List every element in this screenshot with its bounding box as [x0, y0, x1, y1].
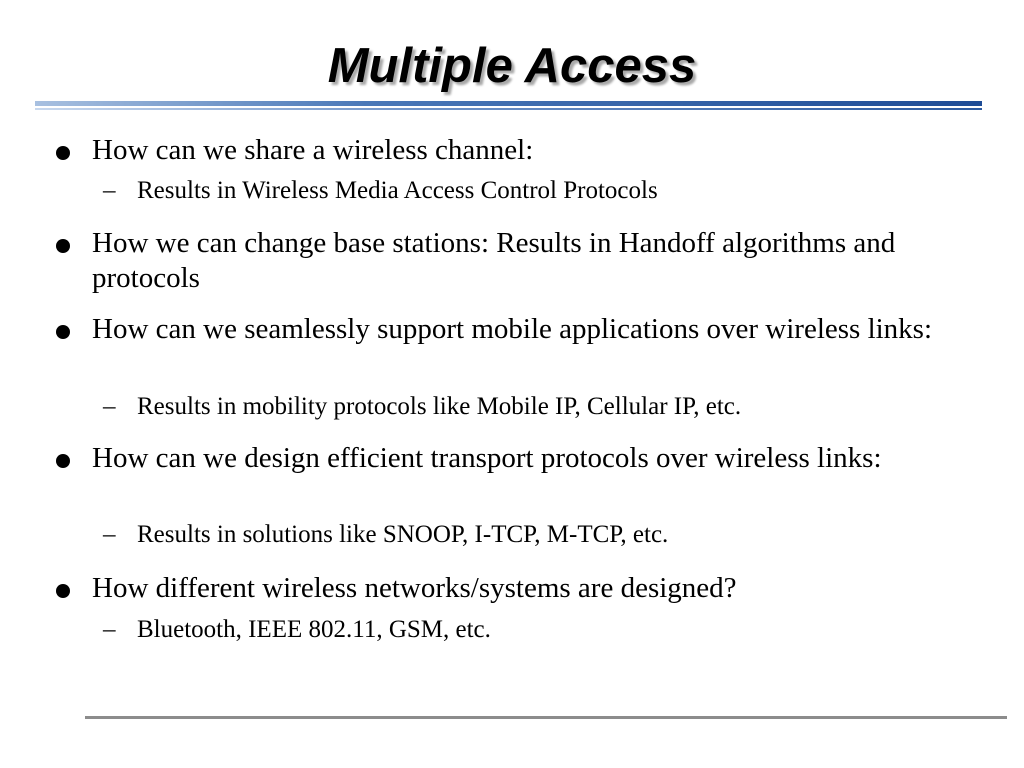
bullet-dot-icon [56, 454, 70, 468]
sub-bullet-dash: – [103, 393, 116, 420]
bullet-dot-icon [56, 584, 70, 598]
sub-bullet-text: Bluetooth, IEEE 802.11, GSM, etc. [137, 616, 491, 643]
bullet-text: How can we share a wireless channel: [92, 134, 534, 166]
bullet-dot-icon [56, 325, 70, 339]
footer-rule [85, 716, 1007, 719]
sub-bullet-text: Results in solutions like SNOOP, I-TCP, M-TCP, etc. [137, 521, 669, 548]
sub-bullet-text: Results in Wireless Media Access Control Protocols [137, 177, 658, 204]
slide-title: Multiple Access [327, 39, 697, 93]
bullet-text: How we can change base stations: Results in Handoff algorithms and protocols [92, 227, 896, 294]
sub-bullet-dash: – [103, 177, 116, 204]
bullet-dot-icon [56, 239, 70, 253]
bullet-dot-icon [56, 146, 70, 160]
sub-bullet-dash: – [103, 616, 116, 643]
bullet-text: How can we seamlessly support mobile applications over wireless links: [92, 313, 933, 345]
bullet-text: How different wireless networks/systems are designed? [92, 572, 737, 604]
sub-bullet-dash: – [103, 521, 116, 548]
sub-bullet-text: Results in mobility protocols like Mobile IP, Cellular IP, etc. [137, 393, 742, 420]
bullet-text: How can we design efficient transport protocols over wireless links: [92, 442, 882, 474]
